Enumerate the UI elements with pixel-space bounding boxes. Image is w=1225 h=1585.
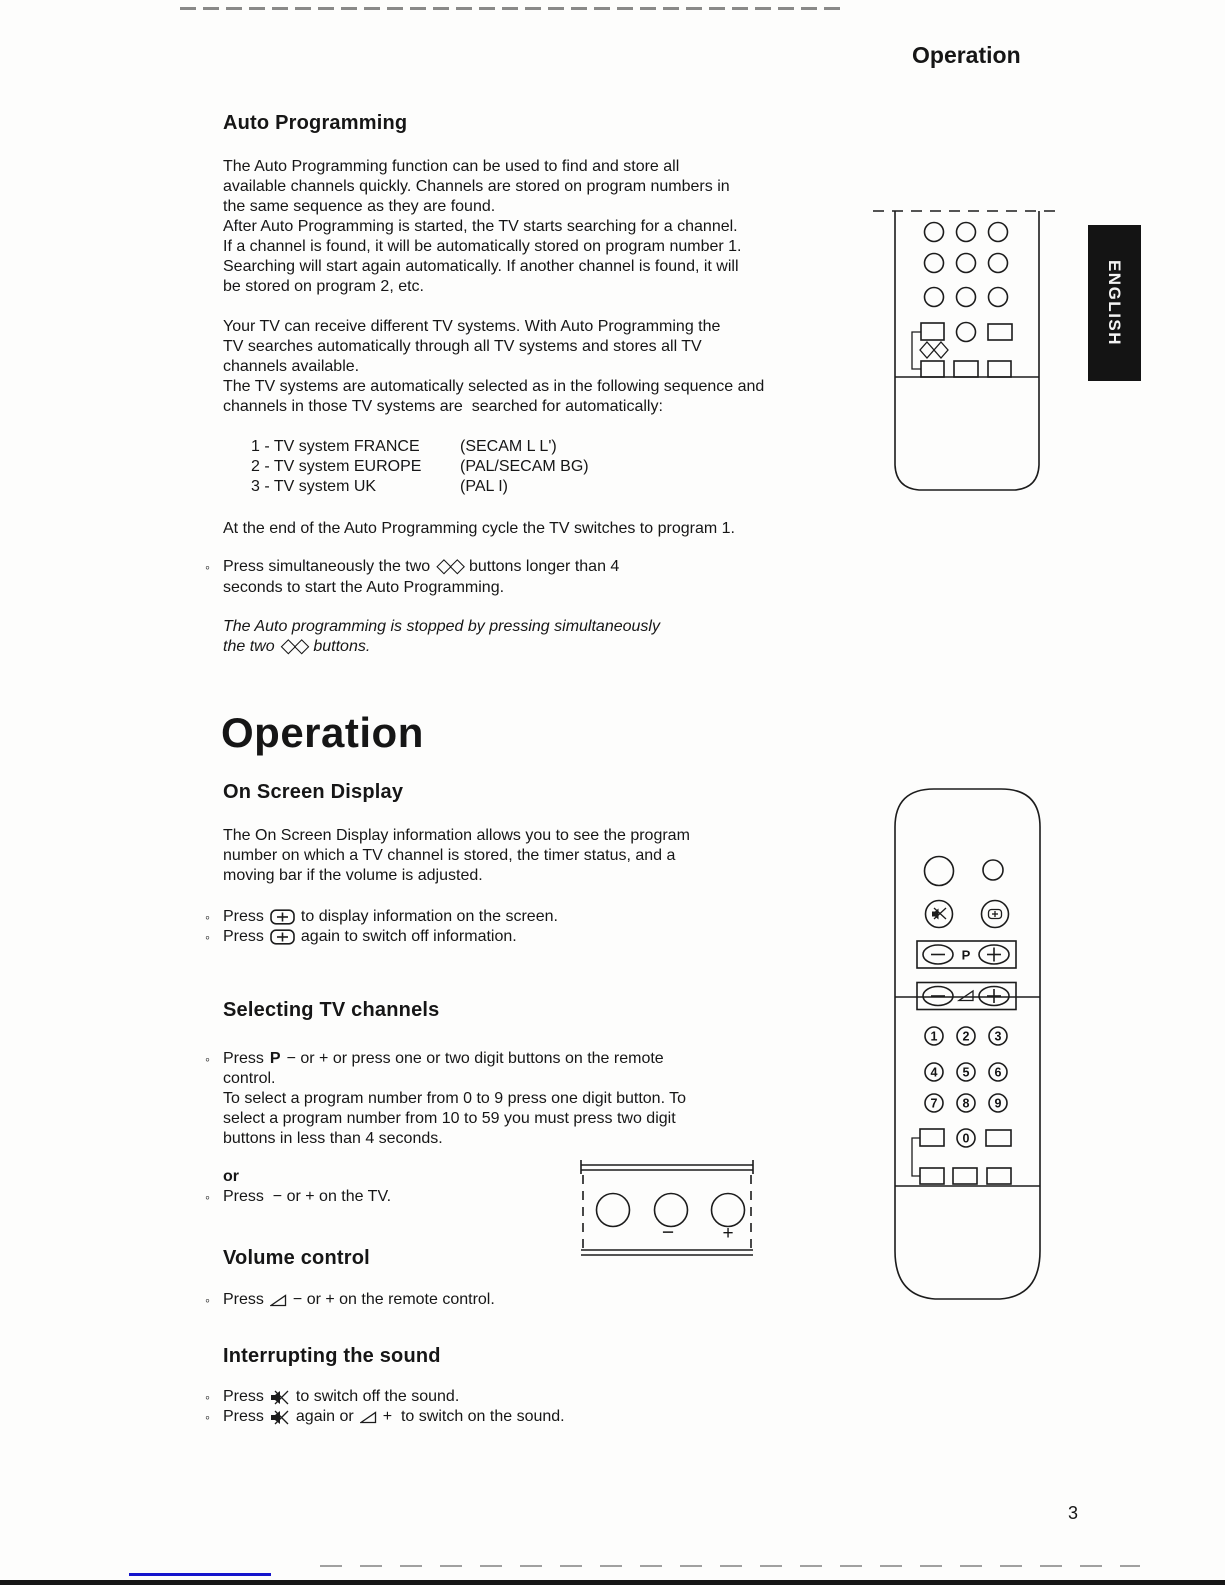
stop-note-line1: The Auto programming is stopped by pressing simultaneously bbox=[223, 618, 660, 635]
search-diamond-icon bbox=[920, 342, 934, 358]
svg-text:8: 8 bbox=[962, 1096, 970, 1111]
tv-minus-label: − bbox=[661, 1221, 675, 1244]
remote-control-partial-illustration bbox=[865, 203, 1060, 495]
body-line: If a channel is found, it will be automatically stored on program number 1. bbox=[223, 238, 742, 255]
osd-bullet-2 bbox=[205, 927, 517, 947]
section-title-auto-programming: Auto Programming bbox=[223, 112, 408, 134]
bullet-text: − or + on the remote control. bbox=[292, 1291, 495, 1308]
volume-ramp-icon bbox=[959, 991, 973, 1001]
tv-system-label: 1 - TV system FRANCE bbox=[251, 438, 420, 455]
tv-systems-list bbox=[251, 437, 589, 497]
language-tab bbox=[1088, 225, 1141, 381]
bullet-icon: ◦ bbox=[205, 559, 210, 575]
section-title-volume-control: Volume control bbox=[223, 1247, 370, 1269]
svg-text:3: 3 bbox=[994, 1029, 1002, 1044]
body-line: select a program number from 10 to 59 you must press two digit bbox=[223, 1110, 676, 1127]
speaker-muted-icon bbox=[270, 1409, 290, 1426]
page-number: 3 bbox=[1068, 1503, 1079, 1523]
bullet-text: Press bbox=[223, 1388, 264, 1405]
bullet-text: + to switch on the sound. bbox=[382, 1408, 565, 1425]
body-line: The On Screen Display information allows you to see the program bbox=[223, 827, 690, 844]
tv-program-up-button bbox=[712, 1194, 745, 1227]
stop-note-line2 bbox=[223, 637, 370, 657]
svg-text:4: 4 bbox=[930, 1065, 938, 1080]
bullet-text: again or bbox=[295, 1408, 354, 1425]
auto-programming-paragraph-2 bbox=[223, 317, 764, 417]
body-line: channels in those TV systems are searched for automatically: bbox=[223, 398, 663, 415]
body-line: channels available. bbox=[223, 358, 360, 375]
bullet-icon: ◦ bbox=[205, 929, 210, 945]
program-key-glyph: P bbox=[961, 947, 971, 963]
speaker-muted-icon bbox=[270, 1389, 290, 1406]
body-line: the same sequence as they are found. bbox=[223, 198, 496, 215]
plus-in-box-icon bbox=[270, 909, 295, 925]
plus-in-box-icon bbox=[270, 929, 295, 945]
remote-program-rocker bbox=[917, 941, 1016, 968]
body-line: The Auto Programming function can be used to find and store all bbox=[223, 158, 680, 175]
tv-system-label: 2 - TV system EUROPE bbox=[251, 458, 422, 475]
selecting-bullet-1-continuation bbox=[223, 1069, 686, 1149]
mute-bullet-1 bbox=[205, 1387, 460, 1407]
tv-system-row bbox=[251, 437, 589, 457]
mute-bullet-2 bbox=[205, 1407, 565, 1427]
tv-system-standard: (PAL/SECAM BG) bbox=[460, 458, 589, 475]
svg-text:9: 9 bbox=[994, 1096, 1002, 1111]
bullet-text: Press bbox=[223, 908, 264, 925]
bullet-text: Press − or + on the TV. bbox=[223, 1188, 392, 1205]
bullet-icon: ◦ bbox=[205, 909, 210, 925]
bullet-icon: ◦ bbox=[205, 1389, 210, 1405]
tv-system-row bbox=[251, 477, 589, 497]
tv-knob bbox=[597, 1194, 630, 1227]
section-title-selecting-tv-channels: Selecting TV channels bbox=[223, 999, 440, 1021]
body-line: Searching will start again automatically. If another channel is found, it will bbox=[223, 258, 739, 275]
bullet-text: − or + or press one or two digit buttons on the remote bbox=[286, 1050, 664, 1067]
tv-system-label: 3 - TV system UK bbox=[251, 478, 377, 495]
bullet-text: Press bbox=[223, 1291, 264, 1308]
search-diamond-icon bbox=[934, 342, 948, 358]
body-line: After Auto Programming is started, the TV starts searching for a channel. bbox=[223, 218, 738, 235]
volume-ramp-icon bbox=[360, 1411, 377, 1424]
tv-system-standard: (SECAM L L') bbox=[460, 438, 557, 455]
svg-text:7: 7 bbox=[930, 1096, 938, 1111]
section-title-on-screen-display: On Screen Display bbox=[223, 781, 404, 803]
program-search-diamonds-icon: ◇◇ bbox=[280, 635, 308, 657]
volume-bullet bbox=[205, 1290, 495, 1310]
tv-system-standard: (PAL I) bbox=[460, 478, 509, 495]
bullet-icon: ◦ bbox=[205, 1189, 210, 1205]
body-line: The TV systems are automatically selected as in the following sequence and bbox=[223, 378, 765, 395]
chapter-title-operation: Operation bbox=[221, 709, 424, 756]
scan-artifact-top-line bbox=[180, 7, 842, 10]
body-line: control. bbox=[223, 1070, 276, 1087]
remote-standby-button bbox=[925, 857, 954, 886]
body-line: number on which a TV channel is stored, the timer status, and a bbox=[223, 847, 676, 864]
scan-artifact-bottom-dashes bbox=[320, 1565, 1140, 1567]
scan-artifact-bottom-edge bbox=[0, 1580, 1225, 1585]
auto-programming-note: At the end of the Auto Programming cycle the TV switches to program 1. bbox=[223, 520, 735, 537]
osd-paragraph bbox=[223, 826, 690, 886]
note-text: buttons. bbox=[313, 638, 371, 655]
body-line: be stored on program 2, etc. bbox=[223, 278, 424, 295]
note-text: the two bbox=[223, 638, 275, 655]
auto-programming-paragraph-1 bbox=[223, 157, 742, 297]
body-line: Your TV can receive different TV systems. With Auto Programming the bbox=[223, 318, 721, 335]
osd-bullet-1 bbox=[205, 907, 558, 927]
bullet-text: Press bbox=[223, 1050, 264, 1067]
language-tab-label: ENGLISH bbox=[1105, 259, 1125, 347]
auto-programming-bullet-line2: seconds to start the Auto Programming. bbox=[223, 579, 505, 596]
bullet-icon: ◦ bbox=[205, 1051, 210, 1067]
section-title-interrupting-sound: Interrupting the sound bbox=[223, 1345, 441, 1367]
program-search-diamonds-icon: ◇◇ bbox=[436, 555, 463, 577]
body-line: available channels quickly. Channels are stored on program numbers in bbox=[223, 178, 730, 195]
program-key-label: P bbox=[269, 1050, 281, 1067]
tv-plus-label: + bbox=[722, 1223, 734, 1244]
bullet-text: Press bbox=[223, 928, 264, 945]
volume-ramp-icon bbox=[270, 1294, 287, 1307]
auto-programming-bullet bbox=[205, 555, 620, 577]
svg-text:0: 0 bbox=[962, 1131, 970, 1146]
svg-text:2: 2 bbox=[962, 1029, 970, 1044]
remote-control-illustration bbox=[890, 783, 1045, 1308]
svg-text:6: 6 bbox=[994, 1065, 1002, 1080]
tv-front-panel-illustration bbox=[578, 1158, 756, 1264]
body-line: buttons in less than 4 seconds. bbox=[223, 1130, 443, 1147]
svg-text:5: 5 bbox=[962, 1065, 970, 1080]
svg-text:1: 1 bbox=[930, 1029, 938, 1044]
selecting-bullet-1 bbox=[205, 1049, 664, 1069]
page-header-title: Operation bbox=[912, 42, 1021, 68]
remote-mute-button bbox=[926, 901, 953, 928]
remote-display-button bbox=[982, 901, 1009, 928]
bullet-icon: ◦ bbox=[205, 1292, 210, 1308]
body-line: To select a program number from 0 to 9 press one digit button. To bbox=[223, 1090, 687, 1107]
bullet-text: to switch off the sound. bbox=[295, 1388, 460, 1405]
or-label: or bbox=[223, 1168, 239, 1185]
bullet-text: Press bbox=[223, 1408, 264, 1425]
bullet-text: buttons longer than 4 bbox=[468, 558, 620, 575]
bullet-text: again to switch off information. bbox=[300, 928, 517, 945]
remote-function-key bbox=[921, 323, 944, 340]
body-line: moving bar if the volume is adjusted. bbox=[223, 867, 483, 884]
selecting-bullet-2 bbox=[205, 1187, 392, 1207]
scan-artifact-blue-line bbox=[129, 1573, 271, 1576]
bullet-text: Press simultaneously the two bbox=[223, 558, 431, 575]
body-line: TV searches automatically through all TV systems and stores all TV bbox=[223, 338, 702, 355]
remote-volume-rocker bbox=[917, 983, 1016, 1010]
bullet-text: to display information on the screen. bbox=[300, 908, 558, 925]
bullet-icon: ◦ bbox=[205, 1409, 210, 1425]
tv-system-row bbox=[251, 457, 589, 477]
